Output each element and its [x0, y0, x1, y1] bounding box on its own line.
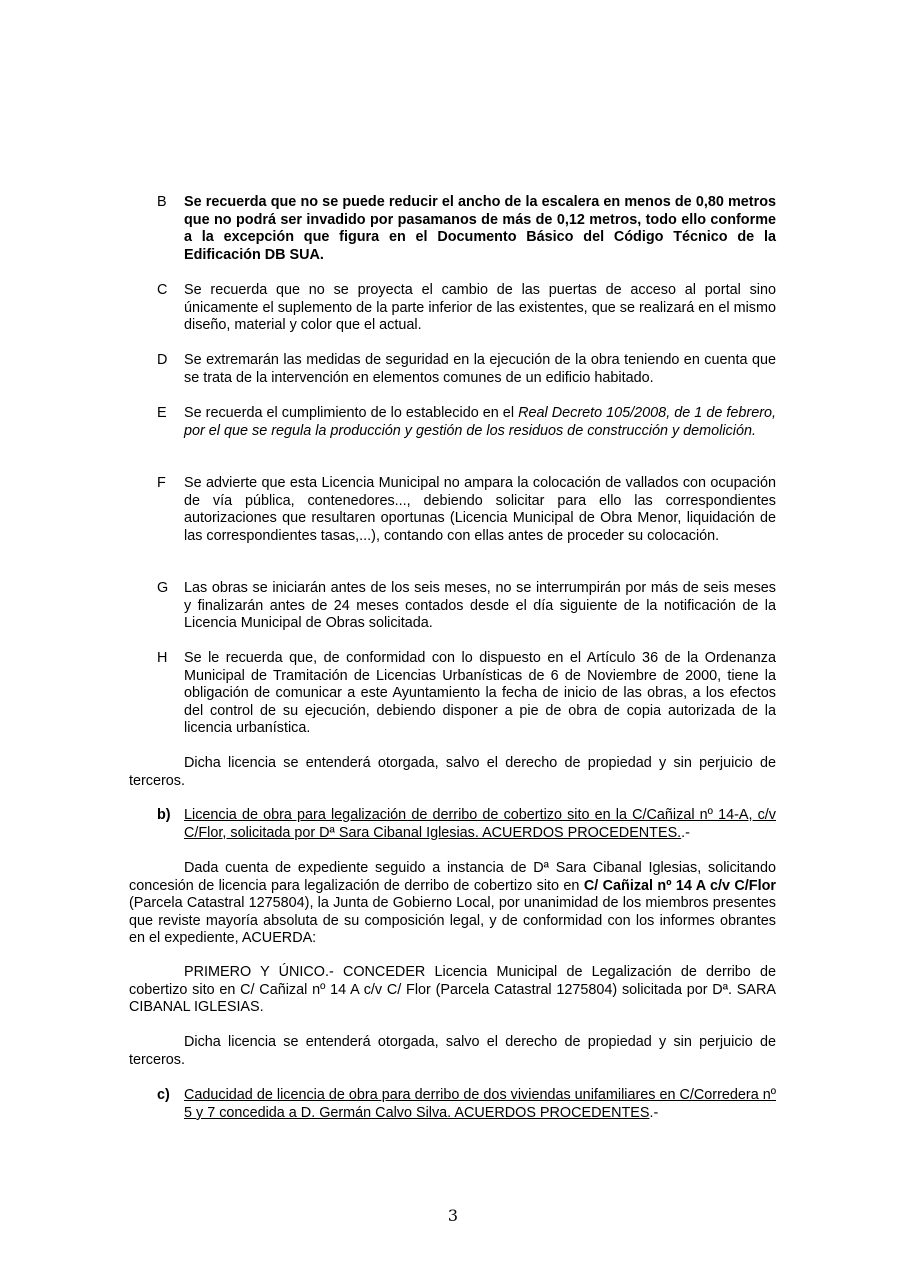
item-letter: C	[157, 282, 168, 298]
item-text: Se advierte que esta Licencia Municipal no ampara la colocación de vallados con ocupación de vía pública, contenedores..., debiendo solicitar para ello las correspondientes autorizaciones que resultaren oportunas (Licencia Municipal de Obra Menor, liquidación de las correspondientes tasas,...), contando con ellas antes de proceder su colocación.	[184, 475, 776, 544]
item-text: Se recuerda que no se puede reducir el ancho de la escalera en menos de 0,80 metros que no podrá ser invadido por pasamanos de más de 0,12 metros, todo ello conforme a la excepción que figura en el Documento Básico del Código Técnico de la Edificación DB SUA.	[184, 194, 776, 263]
item-letter: D	[157, 352, 168, 368]
dicha-licencia-paragraph: Dicha licencia se entenderá otorgada, salvo el derecho de propiedad y sin perjuicio de terceros.	[129, 755, 776, 789]
primero-paragraph: PRIMERO Y ÚNICO.- CONCEDER Licencia Municipal de Legalización de derribo de cobertizo sito en C/ Cañizal nº 14 A c/v C/ Flor (Parcela Catastral 1275804) solicitada por Dª. SARA CIBANAL IGLESIAS.	[129, 964, 776, 1016]
section-title	[184, 1087, 776, 1122]
item-letter: G	[157, 580, 169, 596]
real-decreto-citation: Real Decreto 105/2008, de 1 de febrero, por el que se regula la producción y gestión de los residuos de construcción y demolición.	[184, 405, 777, 439]
item-text: Se le recuerda que, de conformidad con lo dispuesto en el Artículo 36 de la Ordenanza Municipal de Tramitación de Licencias Urbanísticas de 6 de Noviembre de 2000, tiene la obligación de comunicar a este Ayuntamiento la fecha de inicio de las obras, a los efectos del control de su ejecución, debiendo disponer a pie de obra de copia autorizada de la licencia urbanística.	[184, 650, 776, 737]
dada-cuenta-paragraph	[129, 860, 776, 948]
page-number: 3	[447, 1206, 459, 1225]
item-letter: H	[157, 650, 168, 666]
section-letter: c)	[157, 1087, 170, 1103]
address-bold: C/ Cañizal nº 14 A c/v C/Flor	[583, 877, 776, 894]
item-letter: B	[157, 194, 167, 210]
item-text: Se extremarán las medidas de seguridad en la ejecución de la obra teniendo en cuenta que se trata de la intervención en elementos comunes de un edificio habitado.	[184, 352, 776, 386]
item-text	[184, 405, 776, 440]
section-title	[184, 807, 776, 842]
item-letter: F	[157, 475, 166, 491]
section-title-underlined: Caducidad de licencia de obra para derribo de dos viviendas unifamiliares en C/Corredera nº 5 y 7 concedida a D. Germán Calvo Silva. ACUERDOS PROCEDENTES	[184, 1087, 776, 1121]
item-letter: E	[157, 405, 167, 421]
section-letter: b)	[157, 807, 171, 823]
dicha-licencia-paragraph-2: Dicha licencia se entenderá otorgada, salvo el derecho de propiedad y sin perjuicio de terceros.	[129, 1034, 776, 1068]
item-text-plain: Se recuerda el cumplimiento de lo establecido en el	[184, 405, 519, 421]
item-text: Las obras se iniciarán antes de los seis meses, no se interrumpirán por más de seis meses y finalizarán antes de 24 meses contados desde el día siguiente de la notificación de la Licencia Municipal de Obras solicitada.	[184, 580, 776, 632]
dada-cuenta-text-c: (Parcela Catastral 1275804), la Junta de Gobierno Local, por unanimidad de los miembros presentes que reviste mayoría absoluta de su composición legal, y de conformidad con los informes obrantes en el expediente, ACUERDA:	[129, 895, 776, 947]
section-title-underlined: Licencia de obra para legalización de derribo de cobertizo sito en la C/Cañizal nº 14-A, c/v C/Flor, solicitada por Dª Sara Cibanal Iglesias. ACUERDOS PROCEDENTES.	[184, 807, 776, 841]
section-title-suffix: .-	[649, 1104, 659, 1121]
dada-cuenta-text-a: Dada cuenta de expediente seguido a instancia de Dª Sara Cibanal Iglesias, solicitando concesión de licencia para legalización de derribo de cobertizo sito en	[129, 860, 776, 894]
item-text: Se recuerda que no se proyecta el cambio de las puertas de acceso al portal sino únicamente el suplemento de la parte inferior de las existentes, que se realizará en el mismo diseño, material y color que el actual.	[184, 282, 776, 334]
section-title-suffix: .-	[681, 824, 690, 841]
